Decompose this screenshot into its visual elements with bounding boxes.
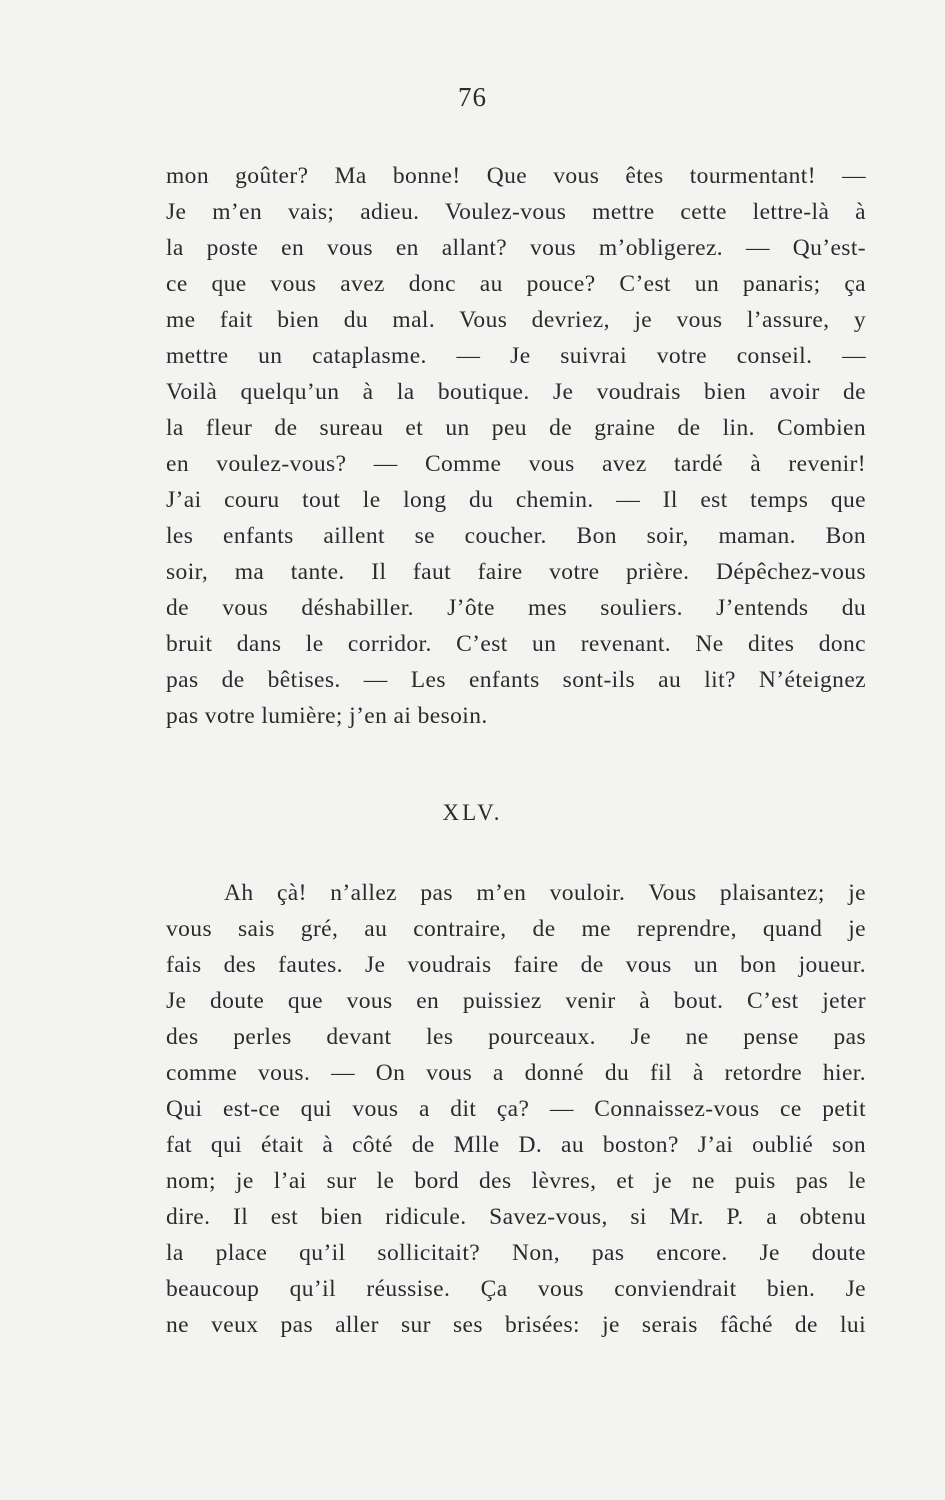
text-line: nom; je l’ai sur le bord des lèvres, et je ne puis pas le [166,1168,866,1194]
text-line: soir, ma tante. Il faut faire votre prière. Dépêchez-vous [166,559,866,585]
text-line: Qui est-ce qui vous a dit ça? — Connaissez-vous ce petit [166,1096,866,1122]
text-line: fais des fautes. Je voudrais faire de vous un bon joueur. [166,952,866,978]
text-line: les enfants aillent se coucher. Bon soir, maman. Bon [166,523,866,549]
text-line: de vous déshabiller. J’ôte mes souliers. J’entends du [166,595,866,621]
paragraph-section-xlv [166,875,866,1343]
paragraph-dialogue [166,158,866,734]
text-line: pas de bêtises. — Les enfants sont-ils au lit? N’éteignez [166,667,866,693]
text-line: dire. Il est bien ridicule. Savez-vous, si Mr. P. a obtenu [166,1204,866,1230]
text-line: Je doute que vous en puissiez venir à bout. C’est jeter [166,988,866,1014]
text-line: mettre un cataplasme. — Je suivrai votre conseil. — [166,343,866,369]
text-line: Ah çà! n’allez pas m’en vouloir. Vous plaisantez; je [224,880,866,906]
text-line: des perles devant les pourceaux. Je ne pense pas [166,1024,866,1050]
text-line: J’ai couru tout le long du chemin. — Il est temps que [166,487,866,513]
text-line: Voilà quelqu’un à la boutique. Je voudrais bien avoir de [166,379,866,405]
text-line: fat qui était à côté de Mlle D. au boston? J’ai oublié son [166,1132,866,1158]
text-line: vous sais gré, au contraire, de me reprendre, quand je [166,916,866,942]
text-line: bruit dans le corridor. C’est un revenant. Ne dites donc [166,631,866,657]
text-line: comme vous. — On vous a donné du fil à retordre hier. [166,1060,866,1086]
text-line: en voulez-vous? — Comme vous avez tardé à revenir! [166,451,866,477]
section-heading: XLV. [442,800,503,825]
text-line: la poste en vous en allant? vous m’obligerez. — Qu’est- [166,235,866,261]
text-line: Je m’en vais; adieu. Voulez-vous mettre cette lettre-là à [166,199,866,225]
page-number: 76 [458,82,487,112]
text-line: ne veux pas aller sur ses brisées: je serais fâché de lui [166,1312,866,1338]
text-line: la place qu’il sollicitait? Non, pas encore. Je doute [166,1240,866,1266]
text-line: beaucoup qu’il réussise. Ça vous conviendrait bien. Je [166,1276,866,1302]
text-line: me fait bien du mal. Vous devriez, je vous l’assure, y [166,307,866,333]
text-line: la fleur de sureau et un peu de graine de lin. Combien [166,415,866,441]
text-line: pas votre lumière; j’en ai besoin. [166,703,488,729]
text-line: mon goûter? Ma bonne! Que vous êtes tourmentant! — [166,163,866,189]
text-line: ce que vous avez donc au pouce? C’est un panaris; ça [166,271,866,297]
